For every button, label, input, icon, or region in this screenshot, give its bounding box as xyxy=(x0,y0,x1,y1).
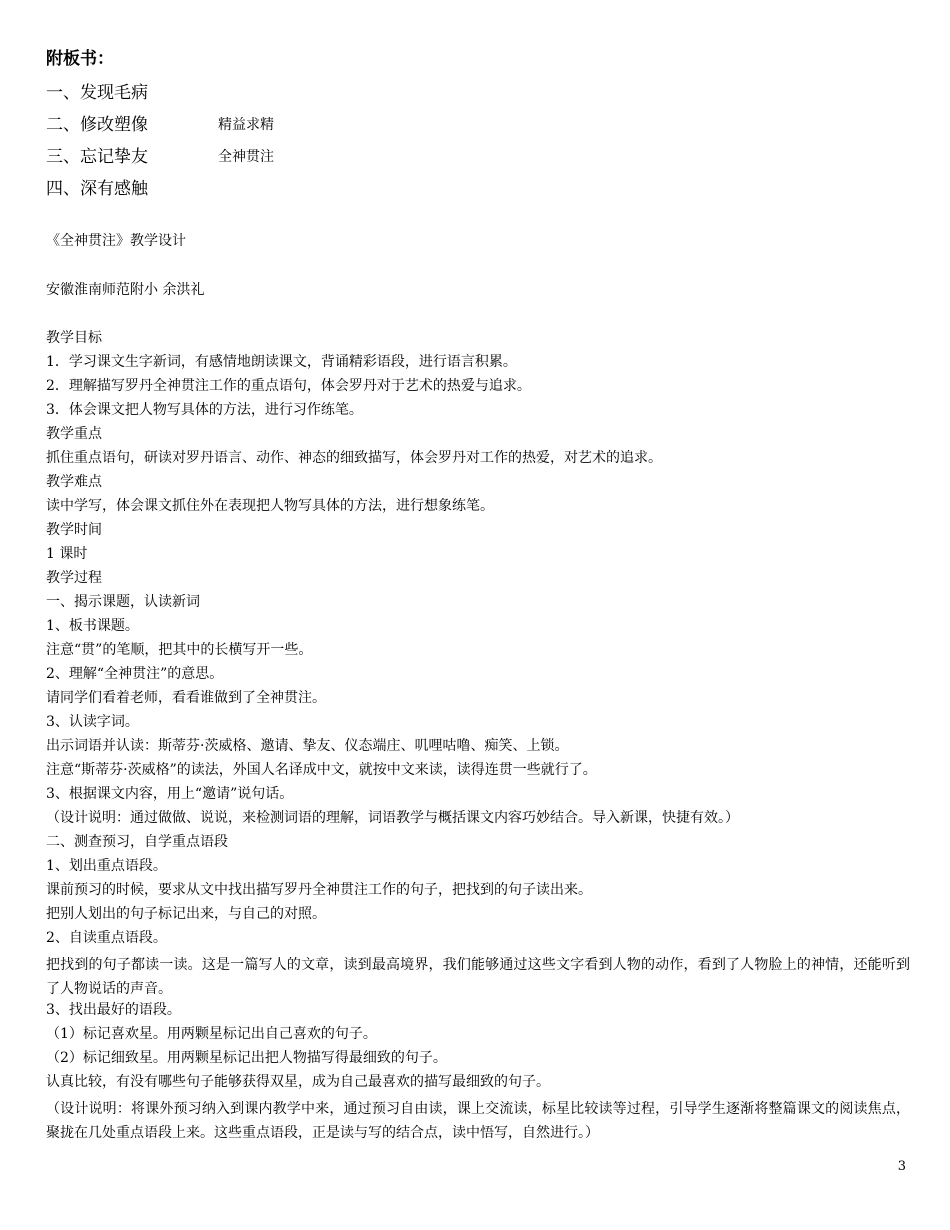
text-line: 注意“斯蒂芬·茨威格”的读法，外国人名译成中文，就按中文来读，读得连贯一些就行了。 xyxy=(46,762,597,778)
text-line: 教学过程 xyxy=(46,570,102,586)
text-line: 教学重点 xyxy=(46,426,102,442)
text-line: （2）标记细致星。用两颗星标记出把人物描写得最细致的句子。 xyxy=(46,1050,447,1066)
text-line: 教学时间 xyxy=(46,522,102,538)
text-line: 1 课时 xyxy=(46,546,88,562)
page-number: 3 xyxy=(897,1159,906,1174)
text-line: 请同学们看着老师，看看谁做到了全神贯注。 xyxy=(46,690,326,706)
board-title: 附板书： xyxy=(46,49,114,69)
text-line: 3．体会课文把人物写具体的方法，进行习作练笔。 xyxy=(46,402,363,418)
text-line: 3、根据课文内容，用上“邀请”说句话。 xyxy=(46,786,294,802)
text-line: 2．理解描写罗丹全神贯注工作的重点语句，体会罗丹对于艺术的热爱与追求。 xyxy=(46,378,531,394)
board-item-label: 三、忘记挚友 xyxy=(46,147,148,167)
text-line: 一、揭示课题，认读新词 xyxy=(46,594,200,610)
document-author: 安徽淮南师范附小 余洪礼 xyxy=(46,282,205,298)
text-line: 抓住重点语句，研读对罗丹语言、动作、神态的细致描写，体会罗丹对工作的热爱，对艺术的追求。 xyxy=(46,450,662,466)
text-paragraph: （设计说明：将课外预习纳入到课内教学中来，通过预习自由读，课上交流读，标星比较读等过程，引导学生逐渐将整篇课文的阅读焦点，聚拢在几处重点语段上来。这些重点语段，正是读与写的结合点，读中悟写，自然进行。） xyxy=(46,1101,910,1141)
text-line: 出示词语并认读：斯蒂芬·茨威格、邀请、挚友、仪态端庄、叽哩咕噜、痴笑、上锁。 xyxy=(46,738,569,754)
board-item xyxy=(46,142,274,167)
text-paragraph: 把找到的句子都读一读。这是一篇写人的文章，读到最高境界，我们能够通过这些文字看到人物的动作，看到了人物脸上的神情，还能听到了人物说话的声音。 xyxy=(46,957,910,997)
text-line: 课前预习的时候，要求从文中找出描写罗丹全神贯注工作的句子，把找到的句子读出来。 xyxy=(46,882,592,898)
text-line: 读中学写，体会课文抓住外在表现把人物写具体的方法，进行想象练笔。 xyxy=(46,498,494,514)
text-line: 1、划出重点语段。 xyxy=(46,858,167,874)
board-item-note: 全神贯注 xyxy=(218,149,274,165)
text-line: 认真比较，有没有哪些句子能够获得双星，成为自己最喜欢的描写最细致的句子。 xyxy=(46,1074,550,1090)
text-line: 注意“贯”的笔顺，把其中的长横写开一些。 xyxy=(46,642,313,658)
board-item-note: 精益求精 xyxy=(218,117,274,133)
text-line: 教学难点 xyxy=(46,474,102,490)
text-line: 1．学习课文生字新词，有感情地朗读课文，背诵精彩语段，进行语言积累。 xyxy=(46,354,517,370)
text-line: 把别人划出的句子标记出来，与自己的对照。 xyxy=(46,906,326,922)
text-line: 教学目标 xyxy=(46,330,102,346)
text-line: 1、板书课题。 xyxy=(46,618,139,634)
board-item xyxy=(46,174,148,199)
text-line: （设计说明：通过做做、说说，来检测词语的理解，词语教学与概括课文内容巧妙结合。导入新课，快捷有效。） xyxy=(46,810,739,826)
text-line: 2、理解“全神贯注”的意思。 xyxy=(46,666,224,682)
document-title: 《全神贯注》教学设计 xyxy=(46,233,186,249)
board-item xyxy=(46,110,274,135)
text-line: （1）标记喜欢星。用两颗星标记出自己喜欢的句子。 xyxy=(46,1026,377,1042)
text-line: 二、测查预习，自学重点语段 xyxy=(46,834,228,850)
text-line: 2、自读重点语段。 xyxy=(46,930,167,946)
text-line: 3、找出最好的语段。 xyxy=(46,1002,181,1018)
board-item-label: 四、深有感触 xyxy=(46,179,148,199)
board-item-label: 二、修改塑像 xyxy=(46,115,148,135)
board-item-label: 一、发现毛病 xyxy=(46,83,148,103)
board-item xyxy=(46,78,148,103)
text-line: 3、认读字词。 xyxy=(46,714,139,730)
